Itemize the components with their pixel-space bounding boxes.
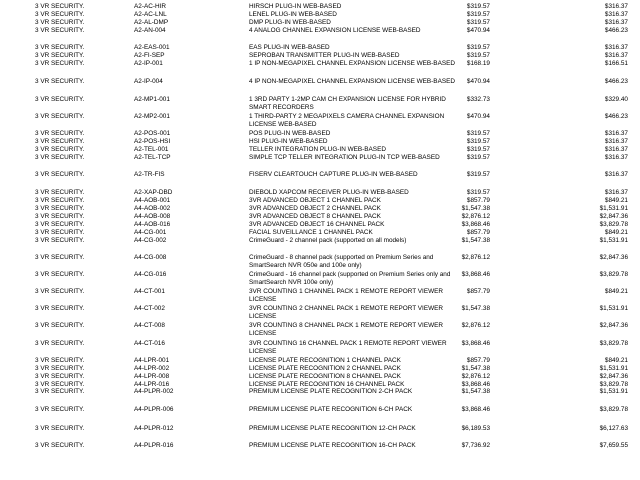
vendor-cell: 3 VR SECURITY.: [35, 229, 85, 236]
description-cell: FISERV CLEARTOUCH CAPTURE PLUG-IN WEB-BASED: [249, 171, 418, 178]
vendor-cell: 3 VR SECURITY.: [35, 425, 85, 432]
vendor-cell: 3 VR SECURITY.: [35, 288, 85, 295]
net-price-cell: $1,531.91: [599, 305, 628, 312]
net-price-cell: $1,531.91: [599, 205, 628, 212]
list-price-cell: $319.57: [466, 52, 490, 59]
list-price-cell: $319.57: [466, 11, 490, 18]
list-price-cell: $7,736.92: [461, 442, 490, 449]
description-cell: HSI PLUG-IN WEB-BASED: [249, 138, 328, 145]
part-number-cell: A2-FI-SEP: [134, 52, 165, 59]
net-price-cell: $849.21: [604, 288, 628, 295]
part-number-cell: A2-MP1-001: [134, 96, 170, 103]
vendor-cell: 3 VR SECURITY.: [35, 271, 85, 278]
list-price-cell: $319.57: [466, 138, 490, 145]
description-cell: CrimeGuard - 2 channel pack (supported on all models): [249, 237, 407, 244]
part-number-cell: A4-PLPR-012: [134, 425, 174, 432]
description-cell: LENEL PLUG-IN WEB-BASED: [249, 11, 337, 18]
description-cell: DMP PLUG-IN WEB-BASED: [249, 19, 331, 26]
vendor-cell: 3 VR SECURITY.: [35, 322, 85, 329]
description-cell: LICENSE PLATE RECOGNITION 2 CHANNEL PACK: [249, 365, 401, 372]
net-price-cell: $466.23: [604, 27, 628, 34]
net-price-cell: $2,847.36: [599, 322, 628, 329]
list-price-cell: $319.57: [466, 154, 490, 161]
part-number-cell: A2-AN-004: [134, 27, 166, 34]
vendor-cell: 3 VR SECURITY.: [35, 205, 85, 212]
net-price-cell: $316.37: [604, 11, 628, 18]
vendor-cell: 3 VR SECURITY.: [35, 365, 85, 372]
net-price-cell: $1,531.91: [599, 237, 628, 244]
list-price-cell: $3,868.46: [461, 221, 490, 228]
part-number-cell: A2-XAP-DBD: [134, 189, 173, 196]
description-cell: LICENSE PLATE RECOGNITION 1 CHANNEL PACK: [249, 357, 401, 364]
description-cell: TELLER INTEGRATION PLUG-IN WEB-BASED: [249, 146, 386, 153]
description-cell: LICENSE PLATE RECOGNITION 8 CHANNEL PACK: [249, 373, 401, 380]
vendor-cell: 3 VR SECURITY.: [35, 237, 85, 244]
part-number-cell: A4-PLPR-002: [134, 388, 174, 395]
description-cell: 1 THIRD-PARTY 2 MEGAPIXELS CAMERA CHANNEL EXPANSION LICENSE WEB-BASED: [249, 113, 445, 128]
part-number-cell: A4-CT-008: [134, 322, 165, 329]
net-price-cell: $316.37: [604, 154, 628, 161]
part-number-cell: A4-PLPR-016: [134, 442, 174, 449]
net-price-cell: $316.37: [604, 146, 628, 153]
part-number-cell: A2-IP-001: [134, 60, 163, 67]
description-cell: 3VR ADVANCED OBJECT 2 CHANNEL PACK: [249, 205, 381, 212]
vendor-cell: 3 VR SECURITY.: [35, 19, 85, 26]
net-price-cell: $316.37: [604, 130, 628, 137]
vendor-cell: 3 VR SECURITY.: [35, 146, 85, 153]
description-cell: PREMIUM LICENSE PLATE RECOGNITION 12-CH PACK: [249, 425, 416, 432]
part-number-cell: A2-AC-LNL: [134, 11, 167, 18]
list-price-cell: $1,547.38: [461, 305, 490, 312]
vendor-cell: 3 VR SECURITY.: [35, 96, 85, 103]
description-cell: 3VR COUNTING 8 CHANNEL PACK 1 REMOTE REPORT VIEWER LICENSE: [249, 322, 444, 337]
vendor-cell: 3 VR SECURITY.: [35, 44, 85, 51]
part-number-cell: A2-TR-FIS: [134, 171, 165, 178]
list-price-cell: $332.73: [466, 96, 490, 103]
net-price-cell: $3,829.78: [599, 406, 628, 413]
list-price-cell: $1,547.38: [461, 205, 490, 212]
description-cell: PREMIUM LICENSE PLATE RECOGNITION 16-CH PACK: [249, 442, 416, 449]
vendor-cell: 3 VR SECURITY.: [35, 213, 85, 220]
list-price-cell: $319.57: [466, 189, 490, 196]
part-number-cell: A2-POS-HSI: [134, 138, 171, 145]
vendor-cell: 3 VR SECURITY.: [35, 154, 85, 161]
description-cell: HIRSCH PLUG-IN WEB-BASED: [249, 3, 342, 10]
vendor-cell: 3 VR SECURITY.: [35, 406, 85, 413]
net-price-cell: $316.37: [604, 189, 628, 196]
description-cell: 3VR COUNTING 2 CHANNEL PACK 1 REMOTE REPORT VIEWER LICENSE: [249, 305, 444, 320]
part-number-cell: A4-CG-008: [134, 254, 167, 261]
description-cell: CrimeGuard - 16 channel pack (supported on Premium Series only and SmartSearch NVR 100e only): [249, 271, 451, 286]
list-price-cell: $3,868.46: [461, 381, 490, 388]
part-number-cell: A4-AOB-016: [134, 221, 171, 228]
part-number-cell: A4-CT-001: [134, 288, 165, 295]
description-cell: LICENSE PLATE RECOGNITION 16 CHANNEL PACK: [249, 381, 405, 388]
list-price-cell: $2,876.12: [461, 254, 490, 261]
vendor-cell: 3 VR SECURITY.: [35, 3, 85, 10]
vendor-cell: 3 VR SECURITY.: [35, 113, 85, 120]
net-price-cell: $3,829.78: [599, 271, 628, 278]
net-price-cell: $849.21: [604, 357, 628, 364]
list-price-cell: $2,876.12: [461, 373, 490, 380]
list-price-cell: $319.57: [466, 146, 490, 153]
vendor-cell: 3 VR SECURITY.: [35, 60, 85, 67]
description-cell: 3VR ADVANCED OBJECT 16 CHANNEL PACK: [249, 221, 385, 228]
list-price-cell: $857.79: [466, 357, 490, 364]
vendor-cell: 3 VR SECURITY.: [35, 373, 85, 380]
part-number-cell: A2-MP2-001: [134, 113, 170, 120]
net-price-cell: $1,531.91: [599, 365, 628, 372]
part-number-cell: A4-LPR-008: [134, 373, 170, 380]
net-price-cell: $316.37: [604, 52, 628, 59]
list-price-cell: $319.57: [466, 3, 490, 10]
part-number-cell: A2-AC-HIR: [134, 3, 166, 10]
net-price-cell: $316.37: [604, 138, 628, 145]
list-price-cell: $319.57: [466, 44, 490, 51]
list-price-cell: $857.79: [466, 229, 490, 236]
net-price-cell: $849.21: [604, 197, 628, 204]
part-number-cell: A2-EAS-001: [134, 44, 170, 51]
description-cell: SEPROBAN TRANSMITTER PLUG-IN WEB-BASED: [249, 52, 400, 59]
list-price-cell: $6,189.53: [461, 425, 490, 432]
list-price-cell: $2,876.12: [461, 213, 490, 220]
net-price-cell: $316.37: [604, 3, 628, 10]
net-price-cell: $316.37: [604, 44, 628, 51]
vendor-cell: 3 VR SECURITY.: [35, 171, 85, 178]
part-number-cell: A4-PLPR-006: [134, 406, 174, 413]
net-price-cell: $2,847.36: [599, 254, 628, 261]
net-price-cell: $3,829.78: [599, 381, 628, 388]
vendor-cell: 3 VR SECURITY.: [35, 130, 85, 137]
vendor-cell: 3 VR SECURITY.: [35, 27, 85, 34]
net-price-cell: $849.21: [604, 229, 628, 236]
description-cell: EAS PLUG-IN WEB-BASED: [249, 44, 330, 51]
list-price-cell: $2,876.12: [461, 322, 490, 329]
description-cell: 3VR ADVANCED OBJECT 1 CHANNEL PACK: [249, 197, 381, 204]
net-price-cell: $329.40: [604, 96, 628, 103]
description-cell: DIEBOLD XAPCOM RECEIVER PLUG-IN WEB-BASED: [249, 189, 409, 196]
list-price-cell: $857.79: [466, 197, 490, 204]
description-cell: 3VR COUNTING 16 CHANNEL PACK 1 REMOTE REPORT VIEWER LICENSE: [249, 340, 447, 355]
part-number-cell: A2-TEL-TCP: [134, 154, 171, 161]
part-number-cell: A2-TEL-001: [134, 146, 169, 153]
vendor-cell: 3 VR SECURITY.: [35, 305, 85, 312]
list-price-cell: $3,868.46: [461, 340, 490, 347]
description-cell: 1 3RD PARTY 1-2MP CAM CH EXPANSION LICENSE FOR HYBRID SMART RECORDERS: [249, 96, 446, 111]
list-price-cell: $319.57: [466, 19, 490, 26]
net-price-cell: $2,847.36: [599, 213, 628, 220]
net-price-cell: $1,531.91: [599, 388, 628, 395]
vendor-cell: 3 VR SECURITY.: [35, 11, 85, 18]
description-cell: PREMIUM LICENSE PLATE RECOGNITION 6-CH PACK: [249, 406, 413, 413]
vendor-cell: 3 VR SECURITY.: [35, 442, 85, 449]
description-cell: 1 IP NON-MEGAPIXEL CHANNEL EXPANSION LICENSE WEB-BASED: [249, 60, 455, 67]
part-number-cell: A4-LPR-001: [134, 357, 170, 364]
description-cell: 3VR ADVANCED OBJECT 8 CHANNEL PACK: [249, 213, 381, 220]
list-price-cell: $319.57: [466, 171, 490, 178]
part-number-cell: A2-AL-DMP: [134, 19, 169, 26]
list-price-cell: $470.94: [466, 78, 490, 85]
net-price-cell: $166.51: [604, 60, 628, 67]
list-price-cell: $168.19: [466, 60, 490, 67]
part-number-cell: A4-CG-002: [134, 237, 167, 244]
part-number-cell: A4-AOB-002: [134, 205, 171, 212]
vendor-cell: 3 VR SECURITY.: [35, 254, 85, 261]
description-cell: CrimeGuard - 8 channel pack (supported on Premium Series and SmartSearch NVR 050e and 100e only): [249, 254, 434, 269]
vendor-cell: 3 VR SECURITY.: [35, 189, 85, 196]
list-price-cell: $3,868.46: [461, 271, 490, 278]
description-cell: POS PLUG-IN WEB-BASED: [249, 130, 331, 137]
vendor-cell: 3 VR SECURITY.: [35, 340, 85, 347]
description-cell: SIMPLE TCP TELLER INTEGRATION PLUG-IN TCP WEB-BASED: [249, 154, 440, 161]
list-price-cell: $1,547.38: [461, 237, 490, 244]
vendor-cell: 3 VR SECURITY.: [35, 138, 85, 145]
description-cell: 3VR COUNTING 1 CHANNEL PACK 1 REMOTE REPORT VIEWER LICENSE: [249, 288, 444, 303]
net-price-cell: $316.37: [604, 171, 628, 178]
part-number-cell: A2-POS-001: [134, 130, 171, 137]
vendor-cell: 3 VR SECURITY.: [35, 381, 85, 388]
part-number-cell: A2-IP-004: [134, 78, 163, 85]
net-price-cell: $7,659.55: [599, 442, 628, 449]
list-price-cell: $1,547.38: [461, 365, 490, 372]
list-price-cell: $1,547.38: [461, 388, 490, 395]
list-price-cell: $470.94: [466, 27, 490, 34]
list-price-cell: $470.94: [466, 113, 490, 120]
description-cell: PREMIUM LICENSE PLATE RECOGNITION 2-CH PACK: [249, 388, 413, 395]
list-price-cell: $857.79: [466, 288, 490, 295]
list-price-cell: $319.57: [466, 130, 490, 137]
net-price-cell: $3,829.78: [599, 221, 628, 228]
description-cell: FACIAL SUVEILLANCE 1 CHANNEL PACK: [249, 229, 373, 236]
part-number-cell: A4-AOB-008: [134, 213, 171, 220]
part-number-cell: A4-CG-001: [134, 229, 167, 236]
vendor-cell: 3 VR SECURITY.: [35, 221, 85, 228]
part-number-cell: A4-CT-016: [134, 340, 165, 347]
part-number-cell: A4-CT-002: [134, 305, 165, 312]
vendor-cell: 3 VR SECURITY.: [35, 357, 85, 364]
part-number-cell: A4-LPR-002: [134, 365, 170, 372]
list-price-cell: $3,868.46: [461, 406, 490, 413]
vendor-cell: 3 VR SECURITY.: [35, 78, 85, 85]
net-price-cell: $316.37: [604, 19, 628, 26]
description-cell: 4 ANALOG CHANNEL EXPANSION LICENSE WEB-BASED: [249, 27, 421, 34]
part-number-cell: A4-LPR-016: [134, 381, 170, 388]
part-number-cell: A4-CG-016: [134, 271, 167, 278]
net-price-cell: $6,127.63: [599, 425, 628, 432]
net-price-cell: $466.23: [604, 113, 628, 120]
net-price-cell: $3,829.78: [599, 340, 628, 347]
description-cell: 4 IP NON-MEGAPIXEL CHANNEL EXPANSION LICENSE WEB-BASED: [249, 78, 455, 85]
vendor-cell: 3 VR SECURITY.: [35, 52, 85, 59]
vendor-cell: 3 VR SECURITY.: [35, 197, 85, 204]
vendor-cell: 3 VR SECURITY.: [35, 388, 85, 395]
net-price-cell: $466.23: [604, 78, 628, 85]
part-number-cell: A4-AOB-001: [134, 197, 171, 204]
net-price-cell: $2,847.36: [599, 373, 628, 380]
